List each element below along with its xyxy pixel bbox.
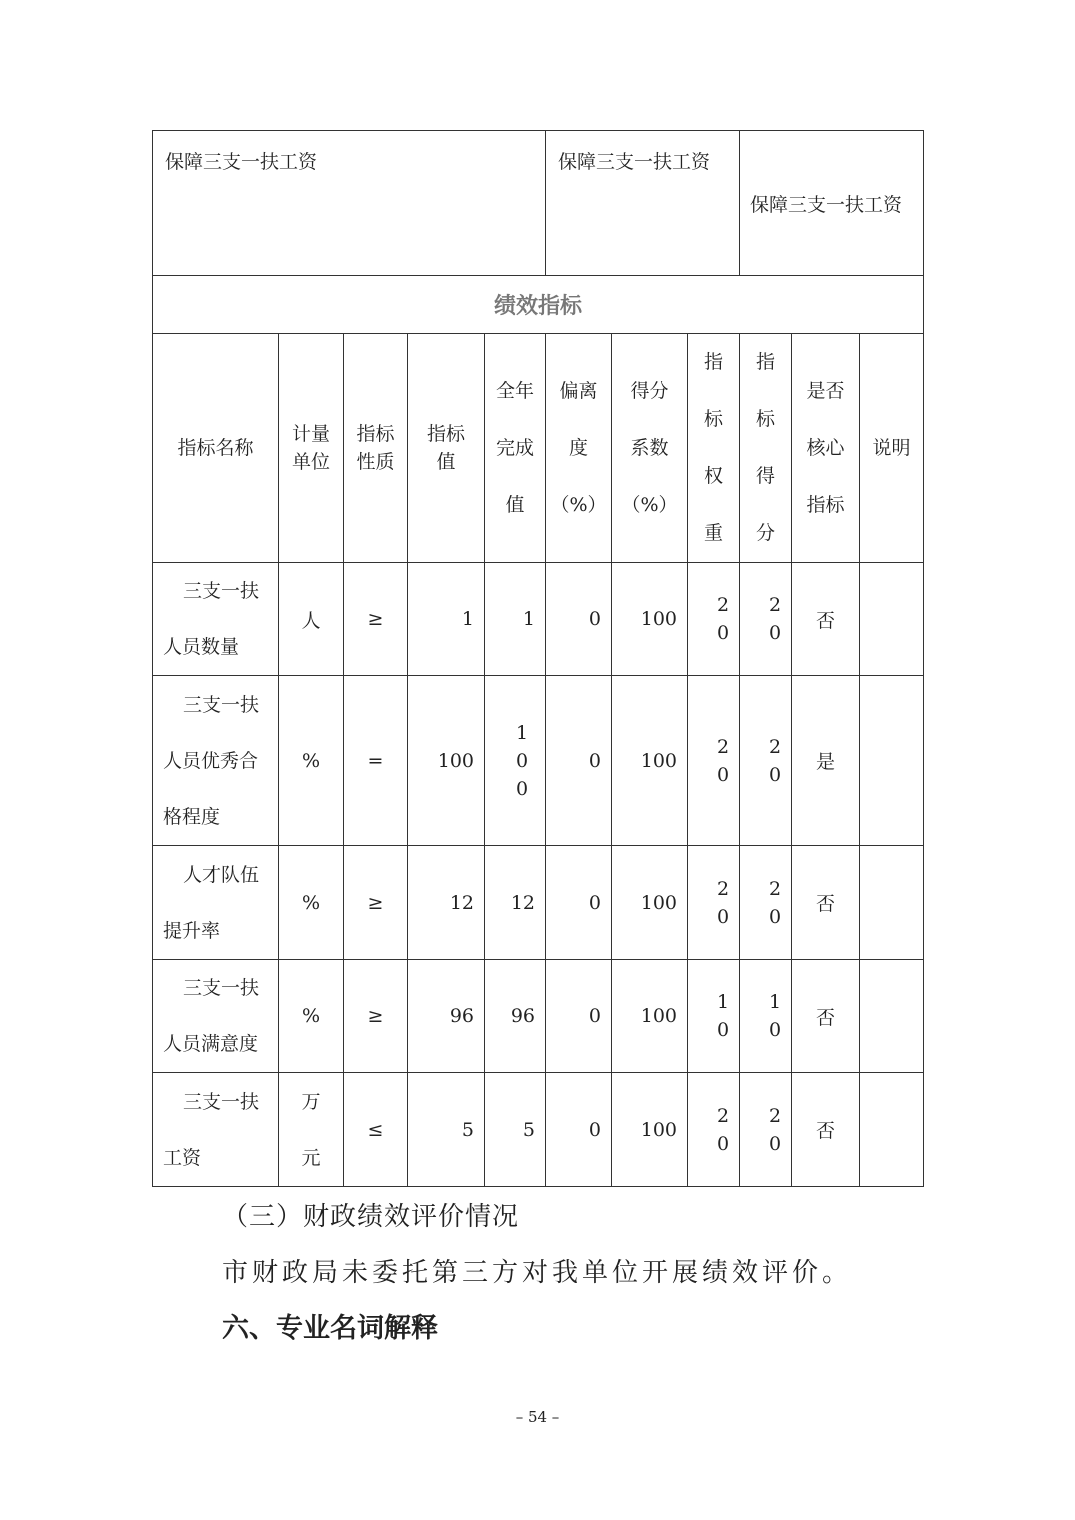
project-cell: 保障三支一扶工资 bbox=[153, 131, 546, 276]
actual-cell: 12 bbox=[485, 846, 546, 960]
header-actual: 全年 完成 值 bbox=[485, 334, 546, 563]
coefficient-cell: 100 bbox=[612, 563, 688, 676]
note-cell bbox=[860, 1073, 924, 1187]
header-unit: 计量 单位 bbox=[279, 334, 344, 563]
coefficient-cell: 100 bbox=[612, 1073, 688, 1187]
value-cell: 100 bbox=[408, 676, 485, 846]
header-nature: 指标 性质 bbox=[344, 334, 408, 563]
nature-cell: ≥ bbox=[344, 563, 408, 676]
score-cell: 10 bbox=[740, 960, 792, 1073]
target-cell: 保障三支一扶工资 bbox=[740, 131, 924, 276]
score-cell: 20 bbox=[740, 846, 792, 960]
nature-cell: = bbox=[344, 676, 408, 846]
core-cell: 是 bbox=[792, 676, 860, 846]
unit-cell: % bbox=[279, 676, 344, 846]
score-cell: 20 bbox=[740, 676, 792, 846]
deviation-cell: 0 bbox=[546, 563, 612, 676]
header-note: 说明 bbox=[860, 334, 924, 563]
section-title: 绩效指标 bbox=[153, 276, 924, 334]
weight-cell: 20 bbox=[688, 846, 740, 960]
note-cell bbox=[860, 676, 924, 846]
header-score: 指 标 得 分 bbox=[740, 334, 792, 563]
value-cell: 96 bbox=[408, 960, 485, 1073]
deviation-cell: 0 bbox=[546, 676, 612, 846]
deviation-cell: 0 bbox=[546, 1073, 612, 1187]
indicator-name: 人才队伍 提升率 bbox=[153, 846, 279, 960]
note-cell bbox=[860, 563, 924, 676]
header-row bbox=[153, 334, 924, 563]
score-cell: 20 bbox=[740, 1073, 792, 1187]
top-row bbox=[153, 131, 924, 276]
performance-table bbox=[152, 130, 924, 1187]
actual-cell: 1 bbox=[485, 563, 546, 676]
coefficient-cell: 100 bbox=[612, 676, 688, 846]
unit-cell: 人 bbox=[279, 563, 344, 676]
unit-cell: % bbox=[279, 960, 344, 1073]
value-cell: 12 bbox=[408, 846, 485, 960]
note-cell bbox=[860, 960, 924, 1073]
core-cell: 否 bbox=[792, 960, 860, 1073]
table-row bbox=[153, 1073, 924, 1187]
deviation-cell: 0 bbox=[546, 846, 612, 960]
actual-cell: 5 bbox=[485, 1073, 546, 1187]
deviation-cell: 0 bbox=[546, 960, 612, 1073]
header-deviation: 偏离 度 （%） bbox=[546, 334, 612, 563]
core-cell: 否 bbox=[792, 1073, 860, 1187]
note-cell bbox=[860, 846, 924, 960]
section-heading-3: （三）财政绩效评价情况 bbox=[222, 1202, 520, 1232]
nature-cell: ≥ bbox=[344, 846, 408, 960]
header-core: 是否 核心 指标 bbox=[792, 334, 860, 563]
content-cell: 保障三支一扶工资 bbox=[546, 131, 740, 276]
weight-cell: 10 bbox=[688, 960, 740, 1073]
nature-cell: ≥ bbox=[344, 960, 408, 1073]
weight-cell: 20 bbox=[688, 1073, 740, 1187]
weight-cell: 20 bbox=[688, 563, 740, 676]
evaluation-paragraph: 市财政局未委托第三方对我单位开展绩效评价。 bbox=[222, 1258, 853, 1288]
value-cell: 5 bbox=[408, 1073, 485, 1187]
header-weight: 指 标 权 重 bbox=[688, 334, 740, 563]
page-number: – 54 – bbox=[515, 1408, 560, 1426]
value-cell: 1 bbox=[408, 563, 485, 676]
coefficient-cell: 100 bbox=[612, 960, 688, 1073]
score-cell: 20 bbox=[740, 563, 792, 676]
core-cell: 否 bbox=[792, 563, 860, 676]
core-cell: 否 bbox=[792, 846, 860, 960]
actual-cell: 100 bbox=[485, 676, 546, 846]
indicator-name: 三支一扶 人员数量 bbox=[153, 563, 279, 676]
unit-cell: 万元 bbox=[279, 1073, 344, 1187]
nature-cell: ≤ bbox=[344, 1073, 408, 1187]
indicator-name: 三支一扶 工资 bbox=[153, 1073, 279, 1187]
coefficient-cell: 100 bbox=[612, 846, 688, 960]
table-row bbox=[153, 563, 924, 676]
table-row bbox=[153, 960, 924, 1073]
weight-cell: 20 bbox=[688, 676, 740, 846]
header-name: 指标名称 bbox=[153, 334, 279, 563]
unit-cell: % bbox=[279, 846, 344, 960]
indicator-name: 三支一扶 人员满意度 bbox=[153, 960, 279, 1073]
header-coefficient: 得分 系数 （%） bbox=[612, 334, 688, 563]
section-heading-6: 六、专业名词解释 bbox=[222, 1313, 438, 1344]
indicator-name: 三支一扶 人员优秀合 格程度 bbox=[153, 676, 279, 846]
header-value: 指标 值 bbox=[408, 334, 485, 563]
table-row bbox=[153, 846, 924, 960]
table-row bbox=[153, 676, 924, 846]
actual-cell: 96 bbox=[485, 960, 546, 1073]
